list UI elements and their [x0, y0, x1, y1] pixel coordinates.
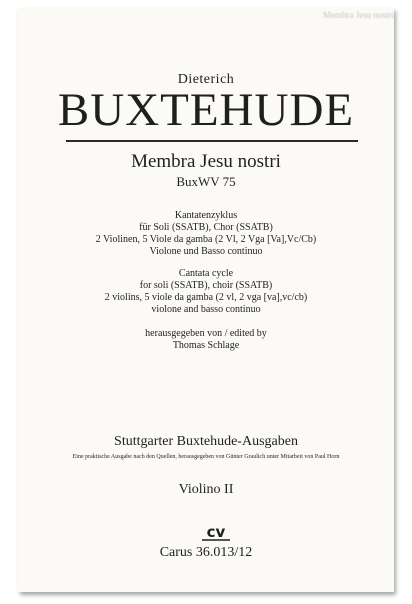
bleed-through-text: Membra Jesu nostri: [323, 10, 394, 20]
publisher-catalog-number: Carus 36.013/12: [159, 545, 253, 560]
german-line: Kantatenzyklus: [174, 210, 238, 221]
work-title: Membra Jesu nostri: [131, 151, 281, 172]
editor-label: herausgegeben von / edited by: [145, 328, 267, 339]
composer-first-name: Dieterich: [177, 72, 235, 87]
carus-logo-icon: [196, 521, 236, 543]
series-note: Eine praktische Ausgabe nach den Quellen, herausgegeben von Günter Graulich unter Mitarbeit von Paul Horn: [72, 454, 340, 460]
catalog-number-bwv: BuxWV 75: [176, 174, 236, 189]
german-line: für Soli (SSATB), Chor (SSATB): [139, 222, 273, 233]
series-title: Stuttgarter Buxtehude-Ausgaben: [114, 434, 298, 449]
title-divider: [66, 140, 358, 142]
part-name: Violino II: [178, 482, 234, 497]
english-line: Cantata cycle: [178, 268, 234, 279]
english-line: violone and basso continuo: [151, 304, 261, 315]
english-description: [18, 268, 394, 316]
composer-last-name: BUXTEHUDE: [57, 84, 355, 136]
german-line: Violone und Basso continuo: [149, 246, 263, 257]
german-description: [18, 210, 394, 258]
editor-name: Thomas Schlage: [172, 340, 240, 351]
german-line: 2 Violinen, 5 Viole da gamba (2 Vl, 2 Vga [Va],Vc/Cb): [95, 234, 317, 245]
editor-block: [18, 328, 394, 352]
score-cover: [18, 8, 394, 592]
english-line: 2 violins, 5 viole da gamba (2 vl, 2 vga [va],vc/cb): [104, 292, 308, 303]
svg-text:cv: cv: [206, 523, 226, 541]
english-line: for soli (SSATB), choir (SSATB): [139, 280, 273, 291]
